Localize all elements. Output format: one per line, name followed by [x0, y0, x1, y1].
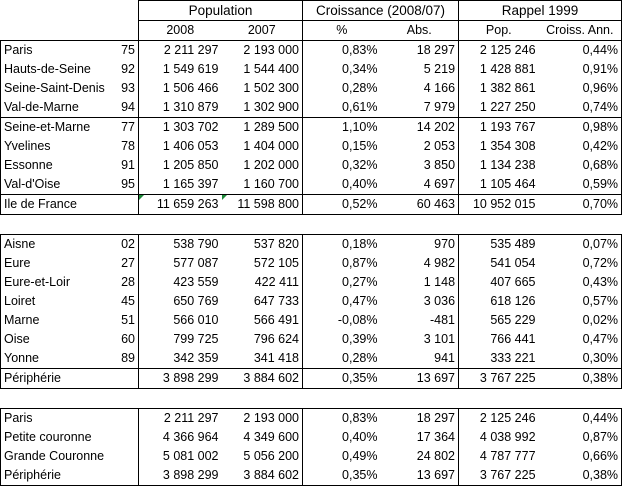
empty-cell — [303, 215, 381, 235]
dept-code: 94 — [85, 98, 139, 118]
pop-2007: 566 491 — [222, 311, 303, 330]
dept-code: 02 — [85, 235, 139, 255]
pop-2008: 11 659 263 — [139, 195, 222, 215]
growth-pct: 0,87% — [342, 256, 378, 270]
growth-pct: 0,32% — [342, 158, 378, 172]
row-label: Marne — [1, 311, 85, 330]
pop-1999: 3 767 225 — [459, 369, 539, 389]
header-row-1 — [1, 1, 622, 21]
growth-pct: 0,52% — [303, 195, 381, 215]
pop-2008: 3 898 299 — [139, 466, 222, 486]
growth-abs: 4 982 — [381, 254, 459, 273]
row-label: Hauts-de-Seine — [1, 60, 85, 79]
dept-code — [85, 428, 139, 447]
summary-row — [1, 466, 622, 486]
growth-annual: 0,30% — [539, 349, 622, 369]
header-empty — [85, 21, 139, 41]
growth-pct: 0,28% — [342, 351, 378, 365]
pop-2007: 1 544 400 — [222, 60, 303, 79]
growth-annual: 0,87% — [539, 428, 622, 447]
growth-annual: 0,38% — [539, 466, 622, 486]
pop-1999: 407 665 — [490, 275, 536, 289]
pop-1999: 1 382 861 — [479, 81, 536, 95]
dept-code — [85, 195, 139, 215]
dept-code — [85, 369, 139, 389]
peri-row — [1, 311, 622, 330]
growth-abs: 18 297 — [381, 409, 459, 429]
pop-2007: 1 502 300 — [222, 79, 303, 98]
idf-row — [1, 41, 622, 61]
pop-2007: 2 193 000 — [222, 41, 303, 61]
idf-row — [1, 79, 622, 98]
spacer-row — [1, 389, 622, 409]
pop-1999: 541 054 — [490, 256, 536, 270]
dept-code — [85, 409, 139, 429]
growth-abs: 941 — [381, 349, 459, 369]
header-population: Population — [139, 1, 303, 21]
pop-2008: 538 790 — [139, 235, 222, 255]
growth-abs: 7 979 — [381, 98, 459, 118]
growth-annual: 0,91% — [539, 60, 622, 79]
pop-2008: 342 359 — [173, 351, 219, 365]
growth-annual: 0,74% — [539, 98, 622, 118]
growth-abs: 5 219 — [381, 60, 459, 79]
dept-code: 95 — [85, 175, 139, 195]
pop-2007: 572 105 — [222, 254, 303, 273]
pop-2007: 11 598 800 — [222, 195, 303, 215]
growth-pct: 0,61% — [342, 100, 378, 114]
pop-2007: 341 418 — [222, 349, 303, 369]
row-label: Périphérie — [1, 466, 85, 486]
row-label: Loiret — [1, 292, 85, 311]
dept-code: 78 — [85, 137, 139, 156]
idf-row — [1, 156, 622, 175]
header-abs: Abs. — [381, 21, 459, 41]
empty-cell — [539, 389, 622, 409]
growth-pct: 0,83% — [303, 409, 381, 429]
pop-2007: 5 056 200 — [222, 447, 303, 466]
summary-row — [1, 428, 622, 447]
pop-2007: 422 411 — [222, 273, 303, 292]
idf-row — [1, 60, 622, 79]
pop-2008: 650 769 — [173, 294, 219, 308]
dept-code: 28 — [85, 273, 139, 292]
pop-2008: 1 506 466 — [162, 81, 219, 95]
growth-abs: 13 697 — [381, 466, 459, 486]
empty-cell — [1, 389, 85, 409]
growth-pct: 0,27% — [342, 275, 378, 289]
growth-abs: 3 850 — [381, 156, 459, 175]
growth-pct: 1,10% — [303, 118, 381, 138]
growth-pct: 0,49% — [342, 449, 378, 463]
dept-code — [85, 466, 139, 486]
empty-cell — [303, 389, 381, 409]
row-label: Ile de France — [1, 195, 85, 215]
dept-code: 91 — [85, 156, 139, 175]
empty-cell — [139, 389, 222, 409]
growth-annual: 0,42% — [539, 137, 622, 156]
row-label: Yonne — [1, 349, 85, 369]
idf-row — [1, 175, 622, 195]
pop-2008: 577 087 — [173, 256, 219, 270]
growth-pct: 0,28% — [342, 81, 378, 95]
dept-code: 92 — [85, 60, 139, 79]
growth-abs: 14 202 — [381, 118, 459, 138]
row-label: Aisne — [1, 235, 85, 255]
dept-code: 45 — [85, 292, 139, 311]
growth-pct: 0,34% — [342, 62, 378, 76]
empty-cell — [85, 389, 139, 409]
summary-row — [1, 447, 622, 466]
dept-code: 75 — [85, 41, 139, 61]
spacer-row — [1, 215, 622, 235]
dept-code: 77 — [85, 118, 139, 138]
pop-1999: 2 125 246 — [459, 41, 539, 61]
summary-row — [1, 409, 622, 429]
growth-annual: 0,57% — [539, 292, 622, 311]
empty-cell — [222, 215, 303, 235]
growth-annual: 0,70% — [539, 195, 622, 215]
pop-2007: 1 289 500 — [222, 118, 303, 138]
pop-2008: 423 559 — [173, 275, 219, 289]
header-pop: Pop. — [459, 21, 539, 41]
peri-row — [1, 254, 622, 273]
pop-1999: 618 126 — [490, 294, 536, 308]
pop-1999: 1 428 881 — [479, 62, 536, 76]
row-label: Grande Couronne — [1, 447, 85, 466]
pop-2008: 1 310 879 — [162, 100, 219, 114]
row-label: Essonne — [1, 156, 85, 175]
row-label: Seine-et-Marne — [1, 118, 85, 138]
pop-1999: 1 134 238 — [479, 158, 536, 172]
growth-abs: 4 697 — [381, 175, 459, 195]
row-label: Périphérie — [1, 369, 85, 389]
pop-2008: 799 725 — [173, 332, 219, 346]
pop-2008: 1 165 397 — [162, 177, 219, 191]
row-label: Paris — [1, 41, 85, 61]
peri-total-row — [1, 369, 622, 389]
empty-cell — [459, 389, 539, 409]
growth-abs: 17 364 — [381, 428, 459, 447]
growth-abs: 3 036 — [381, 292, 459, 311]
pop-1999: 1 354 308 — [479, 139, 536, 153]
pop-2007: 537 820 — [222, 235, 303, 255]
pop-2007: 1 160 700 — [222, 175, 303, 195]
dept-code: 60 — [85, 330, 139, 349]
growth-abs: -481 — [381, 311, 459, 330]
growth-abs: 24 802 — [381, 447, 459, 466]
row-label: Seine-Saint-Denis — [1, 79, 85, 98]
pop-2008: 1 303 702 — [139, 118, 222, 138]
empty-cell — [222, 389, 303, 409]
pop-2008: 1 406 053 — [162, 139, 219, 153]
header-row-2 — [1, 21, 622, 41]
peri-row — [1, 349, 622, 369]
pop-2007: 796 624 — [222, 330, 303, 349]
header-rappel: Rappel 1999 — [459, 1, 622, 21]
pop-2007: 1 404 000 — [222, 137, 303, 156]
pop-2007: 2 193 000 — [222, 409, 303, 429]
pop-2007: 3 884 602 — [222, 466, 303, 486]
growth-pct: 0,35% — [303, 369, 381, 389]
pop-2007: 1 202 000 — [222, 156, 303, 175]
peri-row — [1, 273, 622, 292]
pop-2007: 647 733 — [222, 292, 303, 311]
dept-code: 93 — [85, 79, 139, 98]
empty-cell — [85, 215, 139, 235]
pop-1999: 1 227 250 — [479, 100, 536, 114]
pop-1999: 3 767 225 — [459, 466, 539, 486]
header-croiss-ann: Croiss. Ann. — [539, 21, 622, 41]
growth-annual: 0,98% — [539, 118, 622, 138]
growth-annual: 0,44% — [539, 409, 622, 429]
dept-code: 51 — [85, 311, 139, 330]
pop-2008: 2 211 297 — [139, 409, 222, 429]
peri-row — [1, 235, 622, 255]
empty-cell — [459, 215, 539, 235]
growth-abs: 1 148 — [381, 273, 459, 292]
growth-abs: 13 697 — [381, 369, 459, 389]
growth-annual: 0,38% — [539, 369, 622, 389]
row-label: Val-d'Oise — [1, 175, 85, 195]
growth-annual: 0,07% — [539, 235, 622, 255]
growth-annual: 0,44% — [539, 41, 622, 61]
pop-2008: 5 081 002 — [162, 449, 219, 463]
growth-pct: 0,47% — [342, 294, 378, 308]
pop-1999: 10 952 015 — [459, 195, 539, 215]
idf-total-row — [1, 195, 622, 215]
growth-pct: 0,83% — [303, 41, 381, 61]
dept-code: 27 — [85, 254, 139, 273]
pop-1999: 2 125 246 — [459, 409, 539, 429]
pop-2008: 1 549 619 — [162, 62, 219, 76]
pop-1999: 766 441 — [490, 332, 536, 346]
dept-code: 89 — [85, 349, 139, 369]
header-empty — [1, 21, 85, 41]
growth-annual: 0,02% — [539, 311, 622, 330]
pop-2007: 4 349 600 — [222, 428, 303, 447]
idf-row — [1, 118, 622, 138]
pop-2008: 4 366 964 — [162, 430, 219, 444]
pop-2008: 566 010 — [173, 313, 219, 327]
row-label: Petite couronne — [1, 428, 85, 447]
growth-pct: 0,39% — [342, 332, 378, 346]
growth-abs: 3 101 — [381, 330, 459, 349]
row-label: Yvelines — [1, 137, 85, 156]
pop-2007: 1 302 900 — [222, 98, 303, 118]
pop-1999: 333 221 — [490, 351, 536, 365]
growth-pct: 0,15% — [342, 139, 378, 153]
idf-row — [1, 137, 622, 156]
pop-1999: 4 787 777 — [479, 449, 536, 463]
growth-pct: 0,35% — [303, 466, 381, 486]
header-empty — [85, 1, 139, 21]
growth-pct: 0,40% — [342, 177, 378, 191]
pop-2008: 2 211 297 — [139, 41, 222, 61]
growth-abs: 2 053 — [381, 137, 459, 156]
growth-annual: 0,43% — [539, 273, 622, 292]
pop-1999: 1 193 767 — [459, 118, 539, 138]
header-pct: % — [303, 21, 381, 41]
row-label: Val-de-Marne — [1, 98, 85, 118]
pop-1999: 4 038 992 — [479, 430, 536, 444]
row-label: Eure-et-Loir — [1, 273, 85, 292]
row-label: Eure — [1, 254, 85, 273]
growth-pct: 0,40% — [342, 430, 378, 444]
empty-cell — [1, 215, 85, 235]
growth-annual: 0,72% — [539, 254, 622, 273]
header-2007: 2007 — [222, 21, 303, 41]
growth-annual: 0,47% — [539, 330, 622, 349]
empty-cell — [381, 215, 459, 235]
pop-1999: 565 229 — [490, 313, 536, 327]
row-label: Oise — [1, 330, 85, 349]
growth-pct: 0,18% — [303, 235, 381, 255]
peri-row — [1, 292, 622, 311]
empty-cell — [139, 215, 222, 235]
growth-annual: 0,68% — [539, 156, 622, 175]
growth-annual: 0,96% — [539, 79, 622, 98]
header-croissance: Croissance (2008/07) — [303, 1, 459, 21]
empty-cell — [381, 389, 459, 409]
peri-row — [1, 330, 622, 349]
row-label: Paris — [1, 409, 85, 429]
growth-annual: 0,66% — [539, 447, 622, 466]
pop-2007: 3 884 602 — [222, 369, 303, 389]
idf-row — [1, 98, 622, 118]
pop-2008: 1 205 850 — [162, 158, 219, 172]
growth-abs: 60 463 — [381, 195, 459, 215]
growth-abs: 4 166 — [381, 79, 459, 98]
growth-pct: -0,08% — [337, 313, 378, 327]
pop-1999: 1 105 464 — [479, 177, 536, 191]
growth-abs: 970 — [381, 235, 459, 255]
pop-2008: 3 898 299 — [139, 369, 222, 389]
header-2008: 2008 — [139, 21, 222, 41]
growth-annual: 0,59% — [539, 175, 622, 195]
pop-1999: 535 489 — [459, 235, 539, 255]
header-empty — [1, 1, 85, 21]
growth-abs: 18 297 — [381, 41, 459, 61]
empty-cell — [539, 215, 622, 235]
